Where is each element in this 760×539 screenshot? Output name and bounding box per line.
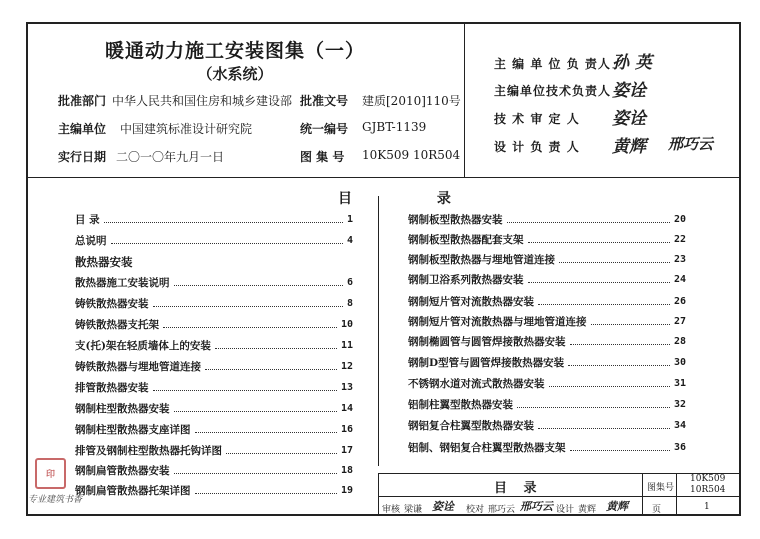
toc-entry-page: 13: [340, 381, 353, 393]
toc-entry[interactable]: [408, 230, 686, 248]
responsible-role: 主编单位技术负责人: [494, 84, 612, 98]
publisher-stamp: 印: [35, 458, 66, 489]
responsible-role: 设 计 负 责 人: [494, 140, 580, 154]
leader-dots: [568, 365, 670, 366]
leader-dots: [153, 390, 337, 391]
toc-entry-title: 钢制短片管对流散热器与埋地管道连接: [408, 315, 587, 328]
toc-entry-title: 钢制柱型散热器安装: [75, 402, 170, 415]
toc-entry-page: 28: [673, 335, 686, 347]
toc-entry-title: 钢制柱型散热器支座详图: [75, 423, 191, 436]
toc-heading: 目 录: [338, 191, 491, 207]
leader-dots: [195, 493, 337, 494]
toc-entry[interactable]: [75, 461, 353, 479]
toc-entry-page: 31: [673, 377, 686, 389]
leader-dots: [570, 450, 670, 451]
design-label: 设计: [556, 505, 575, 515]
unified-no: GJBT-1139: [362, 120, 427, 134]
leader-dots: [195, 432, 337, 433]
toc-entry[interactable]: [408, 270, 686, 288]
leader-dots: [528, 242, 670, 243]
toc-entry-page: 36: [673, 441, 686, 453]
toc-entry-page: 24: [673, 273, 686, 285]
designer: 黄辉: [578, 505, 597, 515]
leader-dots: [570, 344, 670, 345]
toc-entry-title: 钢制D型管与圆管焊接散热器安装: [408, 356, 565, 369]
toc-entry-page: 22: [673, 233, 686, 245]
leader-dots: [591, 324, 670, 325]
signature-2: 邢巧云: [668, 135, 714, 153]
toc-entry[interactable]: [408, 292, 686, 310]
check-label: 校对: [466, 505, 485, 515]
toc-entry-title: 钢制板型散热器配套支架: [408, 233, 524, 246]
toc-entry-page: 1: [346, 213, 353, 225]
toc-entry-page: 11: [340, 339, 353, 351]
signature: 孙 英: [612, 53, 652, 73]
atlas-no-label: 图集号: [647, 483, 675, 493]
checker-signature: 邢巧云: [520, 500, 553, 513]
toc-entry[interactable]: [75, 441, 353, 459]
title-block-top: [378, 473, 741, 474]
toc-section-heading: 散热器安装: [75, 255, 133, 269]
toc-entry[interactable]: [75, 357, 353, 375]
editor-unit-label: 主编单位: [58, 122, 107, 136]
leader-dots: [549, 386, 670, 387]
title-block-sep: [676, 473, 677, 516]
toc-entry[interactable]: [75, 231, 353, 249]
leader-dots: [174, 411, 337, 412]
toc-entry-title: 钢制板型散热器安装: [408, 213, 503, 226]
toc-entry-page: 8: [346, 297, 353, 309]
toc-entry-title: 铝制柱翼型散热器安装: [408, 398, 513, 411]
leader-dots: [174, 285, 343, 286]
toc-entry-title: 钢铝复合柱翼型散热器安装: [408, 419, 534, 432]
header-bottom-line: [26, 177, 741, 178]
toc-entry-page: 16: [340, 423, 353, 435]
review-label: 审核: [382, 505, 401, 515]
toc-entry[interactable]: [408, 395, 686, 413]
toc-entry-page: 27: [673, 315, 686, 327]
toc-entry-title: 不锈钢水道对流式散热器安装: [408, 377, 545, 390]
toc-entry-page: 10: [340, 318, 353, 330]
atlas-no: 10K509 10R504: [362, 148, 461, 162]
leader-dots: [559, 262, 670, 263]
effective-date: 二〇一〇年九月一日: [116, 150, 225, 164]
toc-entry[interactable]: [408, 312, 686, 330]
toc-entry[interactable]: [75, 336, 353, 354]
page-number: 1: [704, 502, 710, 512]
leader-dots: [174, 473, 337, 474]
toc-entry-page: 18: [340, 464, 353, 476]
toc-entry-title: 钢制短片管对流散热器安装: [408, 295, 534, 308]
toc-entry-title: 钢制扁管散热器安装: [75, 464, 170, 477]
page-label: 页: [652, 505, 662, 515]
toc-entry-title: 钢制扁管散热器托架详图: [75, 484, 191, 497]
toc-entry-title: 总说明: [75, 234, 107, 247]
toc-entry[interactable]: [75, 399, 353, 417]
toc-entry[interactable]: [408, 438, 686, 456]
leader-dots: [507, 222, 670, 223]
leader-dots: [163, 327, 337, 328]
toc-entry-page: 4: [346, 234, 353, 246]
toc-entry-title: 目 录: [75, 213, 100, 226]
toc-entry-title: 铸铁散热器安装: [75, 297, 149, 310]
responsible-role: 主 编 单 位 负 责人: [494, 57, 611, 71]
toc-entry-title: 支(托)架在轻质墙体上的安装: [75, 339, 211, 352]
toc-entry[interactable]: [408, 250, 686, 268]
atlas-no-label: 图 集 号: [300, 150, 345, 164]
leader-dots: [538, 304, 670, 305]
unified-no-label: 统一编号: [300, 122, 349, 136]
toc-entry-title: 铸铁散热器与埋地管道连接: [75, 360, 201, 373]
toc-entry[interactable]: [408, 332, 686, 350]
approval-dept-label: 批准部门: [58, 94, 107, 108]
title-block-mid: [378, 496, 741, 497]
toc-entry-title: 钢制板型散热器与埋地管道连接: [408, 253, 555, 266]
toc-entry[interactable]: [75, 294, 353, 312]
leader-dots: [104, 222, 343, 223]
leader-dots: [111, 243, 343, 244]
approval-dept: 中华人民共和国住房和城乡建设部: [112, 94, 293, 108]
atlas-no: 10R504: [690, 485, 726, 495]
toc-entry-page: 32: [673, 398, 686, 410]
title-block-left: [378, 473, 379, 516]
editor-unit: 中国建筑标准设计研究院: [120, 122, 253, 136]
toc-entry[interactable]: [75, 315, 353, 333]
toc-entry-title: 排管散热器安装: [75, 381, 149, 394]
header-divider: [464, 22, 465, 177]
signature: 黄辉: [612, 137, 646, 157]
toc-entry[interactable]: [75, 481, 353, 499]
toc-entry-title: 铝制、钢铝复合柱翼型散热器支架: [408, 441, 566, 454]
toc-entry-page: 30: [673, 356, 686, 368]
toc-entry[interactable]: [75, 210, 353, 228]
sheet-title: 目 录: [494, 481, 543, 496]
toc-entry[interactable]: [408, 210, 686, 228]
toc-entry-title: 散热器施工安装说明: [75, 276, 170, 289]
toc-entry-page: 26: [673, 295, 686, 307]
signature: 姿诠: [612, 81, 646, 101]
page-subtitle: （水系统）: [197, 65, 273, 83]
toc-entry-page: 23: [673, 253, 686, 265]
toc-entry-title: 钢制椭圆管与圆管焊接散热器安装: [408, 335, 566, 348]
leader-dots: [517, 407, 670, 408]
leader-dots: [153, 306, 343, 307]
toc-entry-page: 20: [673, 213, 686, 225]
reviewer-signature: 姿诠: [432, 500, 454, 513]
toc-entry-title: 钢制卫浴系列散热器安装: [408, 273, 524, 286]
toc-entry-page: 12: [340, 360, 353, 372]
toc-entry[interactable]: [408, 374, 686, 392]
toc-entry-page: 14: [340, 402, 353, 414]
responsible-role: 技 术 审 定 人: [494, 112, 580, 126]
checker: 邢巧云: [488, 505, 516, 515]
atlas-no: 10K509: [690, 474, 726, 484]
watermark-text: 专业建筑书香: [28, 495, 83, 505]
approval-doc: 建质[2010]110号: [362, 94, 461, 108]
leader-dots: [205, 369, 337, 370]
approval-doc-label: 批准文号: [300, 94, 349, 108]
leader-dots: [538, 428, 670, 429]
leader-dots: [528, 282, 670, 283]
leader-dots: [226, 453, 337, 454]
designer-signature: 黄辉: [606, 500, 628, 513]
toc-entry-page: 17: [340, 444, 353, 456]
signature: 姿诠: [612, 109, 646, 129]
toc-entry[interactable]: [408, 416, 686, 434]
toc-entry-title: 铸铁散热器支托架: [75, 318, 159, 331]
page-title: 暖通动力施工安装图集（一）: [104, 40, 365, 62]
toc-entry[interactable]: [75, 273, 353, 291]
toc-entry-page: 19: [340, 484, 353, 496]
toc-entry[interactable]: [408, 353, 686, 371]
toc-entry-page: 6: [346, 276, 353, 288]
reviewer: 梁谦: [404, 505, 423, 515]
title-block-sep: [642, 473, 643, 516]
toc-entry[interactable]: [75, 378, 353, 396]
leader-dots: [215, 348, 337, 349]
toc-entry[interactable]: [75, 420, 353, 438]
effective-date-label: 实行日期: [58, 150, 107, 164]
toc-divider: [378, 196, 379, 466]
toc-entry-title: 排管及钢制柱型散热器托钩详图: [75, 444, 222, 457]
toc-entry-page: 34: [673, 419, 686, 431]
